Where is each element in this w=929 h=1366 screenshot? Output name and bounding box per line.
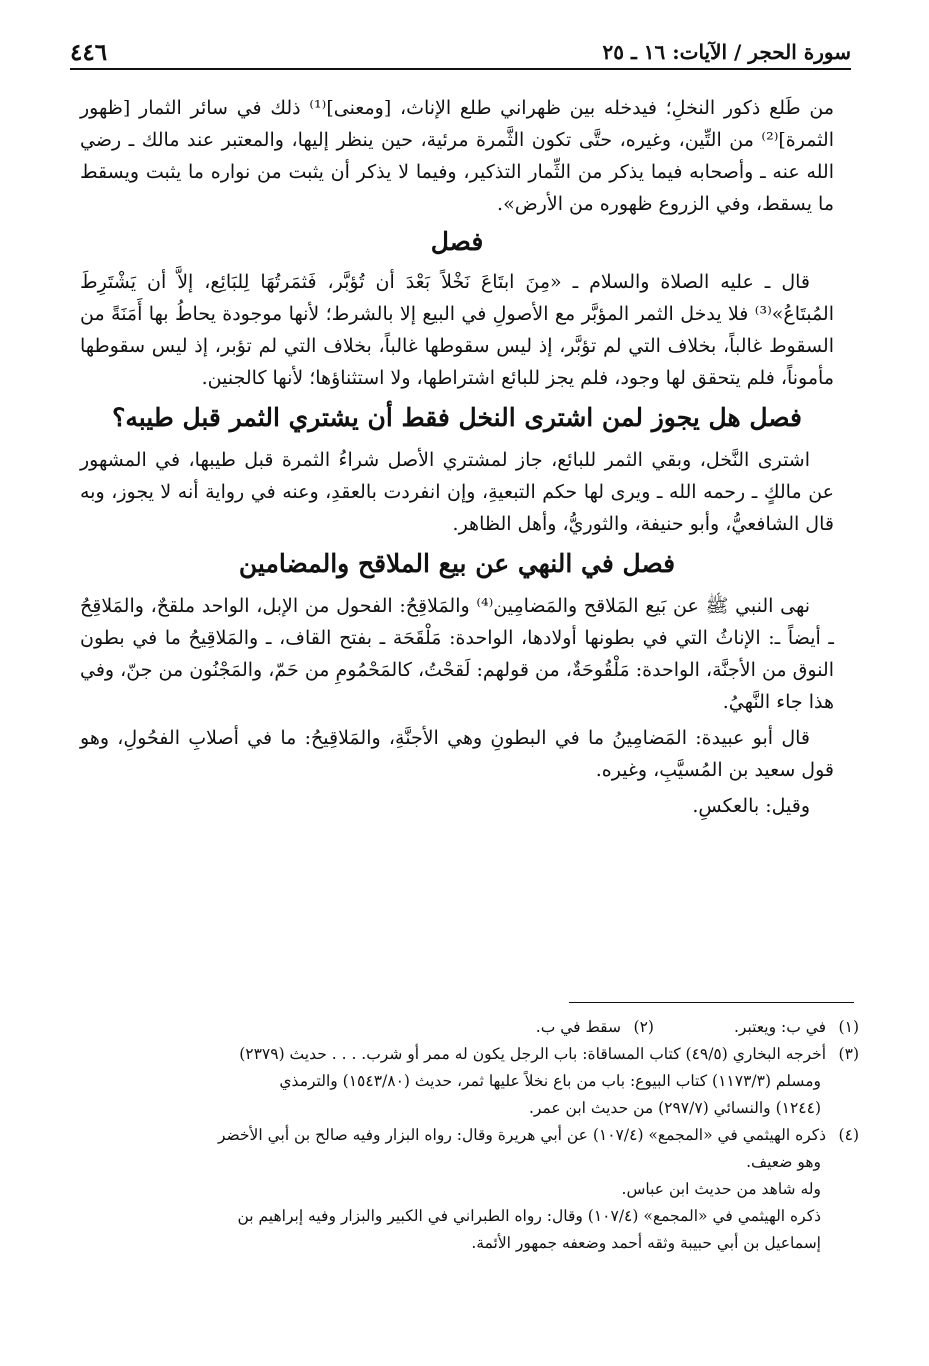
footnote-number: (٤) (838, 1126, 859, 1144)
footnote-3 (75, 1041, 859, 1068)
footnote-2 (536, 1014, 654, 1041)
paragraph-hadith-tabir: قال ـ عليه الصلاة والسلام ـ «مِنَ ابتَاعَ نَخْلاً بَعْدَ أن تُؤبَّر، فَثمَرتُهَا لِلبَائِع، إلاَّ أن يَشْتَرِطَ المُبتَاعُ»⁽³⁾ فلا يدخل الثمر المؤبَّر مع الأصولِ في البيع إلا بالشرط؛ لأنها موجودة يحاطُ بها أَمَنَةً من السقوط غالباً، بخلاف التي لم تؤبَّر، إذ ليس سقوطها غالباً، بخلاف التي لم تؤبر، إذ ليس سقوطها مأموناً، فلم يتحقق لها وجود، فلم يجز للبائع اشتراطها، ولا استثناؤها؛ لأنها كالجنين. (80, 271, 834, 389)
footnote-separator (569, 1002, 854, 1003)
paragraph-abu-ubayda: قال أبو عبيدة: المَضامِينُ ما في البطونِ وهي الأجنَّةِ، والمَلاقِيحُ: ما في أصلابِ الفحُولِ، وهو قول سعيد بن المُسيَّبِ، وغيره. (80, 727, 834, 781)
paragraph-buying-fruit: اشترى النَّخل، وبقي الثمر للبائع، جاز لمشتري الأصل شراءُ الثمرة قبل طيبها، في المشهور عن مالكٍ ـ رحمه الله ـ ويرى لها حكم التبعيةِ، وإن انفردت بالعقدِ، وعنه في رواية أنه لا يجوز، وبه قال الشافعيُّ، وأبو حنيفة، والثوريُّ، وأهل الظاهر. (80, 449, 834, 535)
paragraph-malaqih-definition: نهى النبي ﷺ عن بَيع المَلاقح والمَضامِين⁽⁴⁾ والمَلاقِحُ: الفحول من الإبل، الواحد ملقحٌ، والمَلاقِحُ ـ أيضاً ـ: الإناثُ التي في بطونها أولادها، الواحدة: مَلْقَحَة ـ بفتح القاف، ـ والمَلاقِيحُ ما في بطون النوق من الأجنَّة، الواحدة: مَلْقُوحَةٌ، من قولهم: لَقحْتُ، كالمَحْمُومِ من حَمّ، والمَجْنُون من جنّ، وفي هذا جاء النَّهيُ. (80, 595, 835, 713)
footnotes (75, 1014, 859, 1257)
main-text (80, 92, 834, 826)
footnote-text: أخرجه البخاري (٤٩/٥) كتاب المساقاة: باب الرجل يكون له ممر أو شرب. . . . حديث (٢٣٧٩) (239, 1045, 827, 1063)
footnote-row-1-2 (75, 1014, 859, 1041)
footnote-3-continuation: ومسلم (١١٧٣/٣) كتاب البيوع: باب من باع نخلاً عليها ثمر، حديث (١٥٤٣/٨٠) والترمذي (279, 1072, 821, 1090)
paragraph-continuation: من طَلع ذكور النخلِ؛ فيدخله بين ظهراني طلع الإناث، [ومعنى]⁽¹⁾ ذلك في سائر الثمار [ظهور الثمرة]⁽²⁾ من التِّين، وغيره، حتَّى تكون الثَّمرة مرئية، حين ينظر إليها، والمعتبر عند مالك ـ رضي الله عنه ـ وأصحابه فيما يذكر من الثِّمار التذكير، وفيما لا يذكر أن يثبت من نواره ما يثبت ويسقط ما يسقط، وفي الزروع ظهوره من الأرض». (80, 97, 834, 215)
footnote-number: (٢) (633, 1018, 654, 1036)
footnote-number: (٣) (838, 1045, 859, 1063)
footnote-4-continuation: ذكره الهيثمي في «المجمع» (١٠٧/٤) وقال: رواه الطبراني في الكبير والبزار وفيه إبراهيم بن (237, 1207, 821, 1225)
footnote-4-continuation: وله شاهد من حديث ابن عباس. (621, 1180, 821, 1198)
footnote-text: في ب: ويعتبر. (733, 1018, 827, 1036)
footnote-1 (734, 1014, 859, 1041)
footnote-4-continuation: إسماعيل بن أبي حبيبة وثقه أحمد وضعفه جمهور الأئمة. (471, 1234, 821, 1252)
paragraph-reverse-opinion: وقيل: بالعكسِ. (692, 795, 810, 817)
section-heading-malaqih: فصل في النهي عن بيع الملاقح والمضامين (238, 549, 676, 578)
footnote-text: ذكره الهيثمي في «المجمع» (١٠٧/٤) عن أبي هريرة وقال: رواه البزار وفيه صالح بن أبي الأخضر (217, 1126, 827, 1144)
footnote-3-continuation: (١٢٤٤) والنسائي (٢٩٧/٧) من حديث ابن عمر. (528, 1099, 821, 1117)
footnote-number: (١) (838, 1018, 859, 1036)
running-title: سورة الحجر / الآيات: ١٦ ـ ٢٥ (602, 40, 851, 64)
section-heading-fasl: فصل (430, 227, 484, 256)
footnote-4-continuation: وهو ضعيف. (746, 1153, 821, 1171)
page-header (70, 28, 851, 70)
footnote-4 (75, 1122, 859, 1149)
page-number: ٤٤٦ (70, 39, 108, 66)
section-heading-buying-fruit: فصل هل يجوز لمن اشترى النخل فقط أن يشتري الثمر قبل طيبه؟ (112, 403, 802, 432)
footnote-text: سقط في ب. (535, 1018, 622, 1036)
